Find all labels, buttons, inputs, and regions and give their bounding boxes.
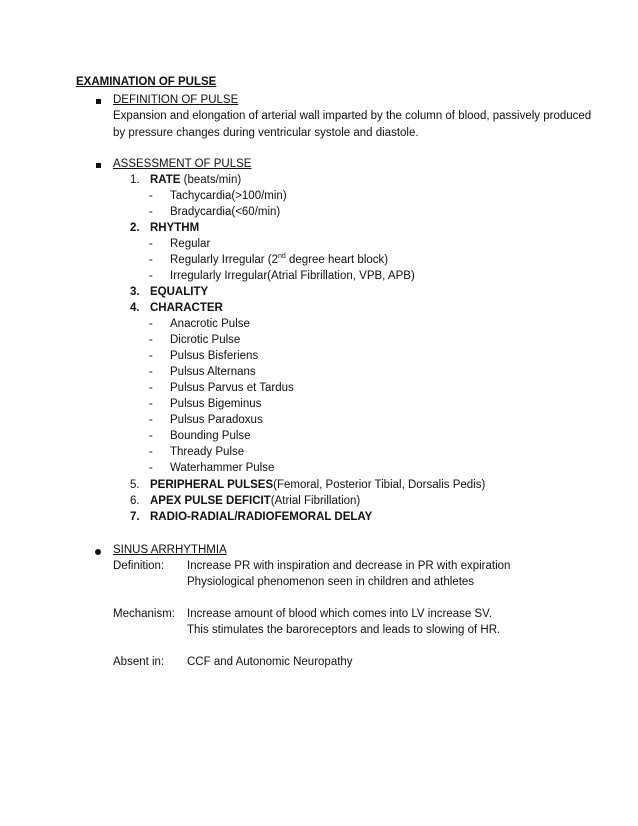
peripheral-label: PERIPHERAL PULSES <box>150 479 274 491</box>
list-item-apex <box>150 494 360 508</box>
definition-line1: Increase PR with inspiration and decrease in PR with expiration <box>187 560 511 572</box>
dash-marker: - <box>149 350 153 362</box>
list-item: Anacrotic Pulse <box>170 318 250 330</box>
mechanism-line2: This stimulates the baroreceptors and leads to slowing of HR. <box>187 624 501 636</box>
list-number: 3. <box>130 286 140 298</box>
list-item: Bounding Pulse <box>170 430 251 442</box>
definition-text-line2: by pressure changes during ventricular systole and diastole. <box>113 127 419 139</box>
definition-text-line1: Expansion and elongation of arterial wall imparted by the column of blood, passively produced <box>113 110 592 122</box>
absent-label: Absent in: <box>113 656 165 668</box>
peripheral-suffix: (Femoral, Posterior Tibial, Dorsalis Pedis) <box>273 479 486 491</box>
definition-title: DEFINITION OF PULSE <box>113 94 239 106</box>
list-item <box>170 253 388 267</box>
apex-suffix: (Atrial Fibrillation) <box>270 495 361 507</box>
dash-marker: - <box>149 446 153 458</box>
equality-label: EQUALITY <box>150 286 209 298</box>
rate-label: RATE <box>150 174 181 186</box>
mechanism-line1: Increase amount of blood which comes into LV increase SV. <box>187 608 492 620</box>
list-item: Bradycardia(<60/min) <box>170 206 281 218</box>
list-item: Pulsus Paradoxus <box>170 414 263 426</box>
list-number: 2. <box>130 222 140 234</box>
list-item: Pulsus Parvus et Tardus <box>170 382 294 394</box>
mechanism-label: Mechanism: <box>113 608 175 620</box>
dash-marker: - <box>149 366 153 378</box>
dash-marker: - <box>149 398 153 410</box>
list-number: 4. <box>130 302 140 314</box>
dash-marker: - <box>149 462 153 474</box>
dash-marker: - <box>149 430 153 442</box>
list-number: 1. <box>130 174 140 186</box>
list-number: 5. <box>130 479 140 491</box>
dash-marker: - <box>149 238 153 250</box>
radio-label: RADIO-RADIAL/RADIOFEMORAL DELAY <box>150 511 373 523</box>
list-number: 7. <box>130 511 140 523</box>
list-item-peripheral <box>150 478 485 492</box>
apex-label: APEX PULSE DEFICIT <box>150 495 271 507</box>
list-number: 6. <box>130 495 140 507</box>
definition-line2: Physiological phenomenon seen in children and athletes <box>187 576 475 588</box>
sinus-title: SINUS ARRHYTHMIA <box>113 544 227 556</box>
rhythm-sub2-post: degree heart block) <box>285 254 389 266</box>
list-item-rate <box>150 173 241 187</box>
assessment-title: ASSESSMENT OF PULSE <box>113 158 252 170</box>
list-item: Pulsus Bisferiens <box>170 350 259 362</box>
dash-marker: - <box>149 270 153 282</box>
list-item: Tachycardia(>100/min) <box>170 190 287 202</box>
page-title: EXAMINATION OF PULSE <box>76 76 217 88</box>
list-item: Waterhammer Pulse <box>170 462 275 474</box>
rhythm-sub2-pre: Regularly Irregular (2 <box>170 254 279 266</box>
rate-suffix: (beats/min) <box>180 174 242 186</box>
square-bullet-icon <box>96 163 101 168</box>
dash-marker: - <box>149 334 153 346</box>
dash-marker: - <box>149 190 153 202</box>
list-item: Regular <box>170 238 211 250</box>
dash-marker: - <box>149 254 153 266</box>
list-item: Thready Pulse <box>170 446 245 458</box>
dash-marker: - <box>149 414 153 426</box>
list-item: Pulsus Bigeminus <box>170 398 262 410</box>
list-item: Pulsus Alternans <box>170 366 256 378</box>
dash-marker: - <box>149 206 153 218</box>
dash-marker: - <box>149 318 153 330</box>
superscript: nd <box>278 253 286 260</box>
list-item: Dicrotic Pulse <box>170 334 241 346</box>
list-item: Irregularly Irregular(Atrial Fibrillation, VPB, APB) <box>170 270 415 282</box>
absent-value: CCF and Autonomic Neuropathy <box>187 656 353 668</box>
rhythm-label: RHYTHM <box>150 222 200 234</box>
definition-label: Definition: <box>113 560 165 572</box>
dash-marker: - <box>149 382 153 394</box>
character-label: CHARACTER <box>150 302 223 314</box>
square-bullet-icon <box>96 99 101 104</box>
round-bullet-icon <box>95 549 101 555</box>
